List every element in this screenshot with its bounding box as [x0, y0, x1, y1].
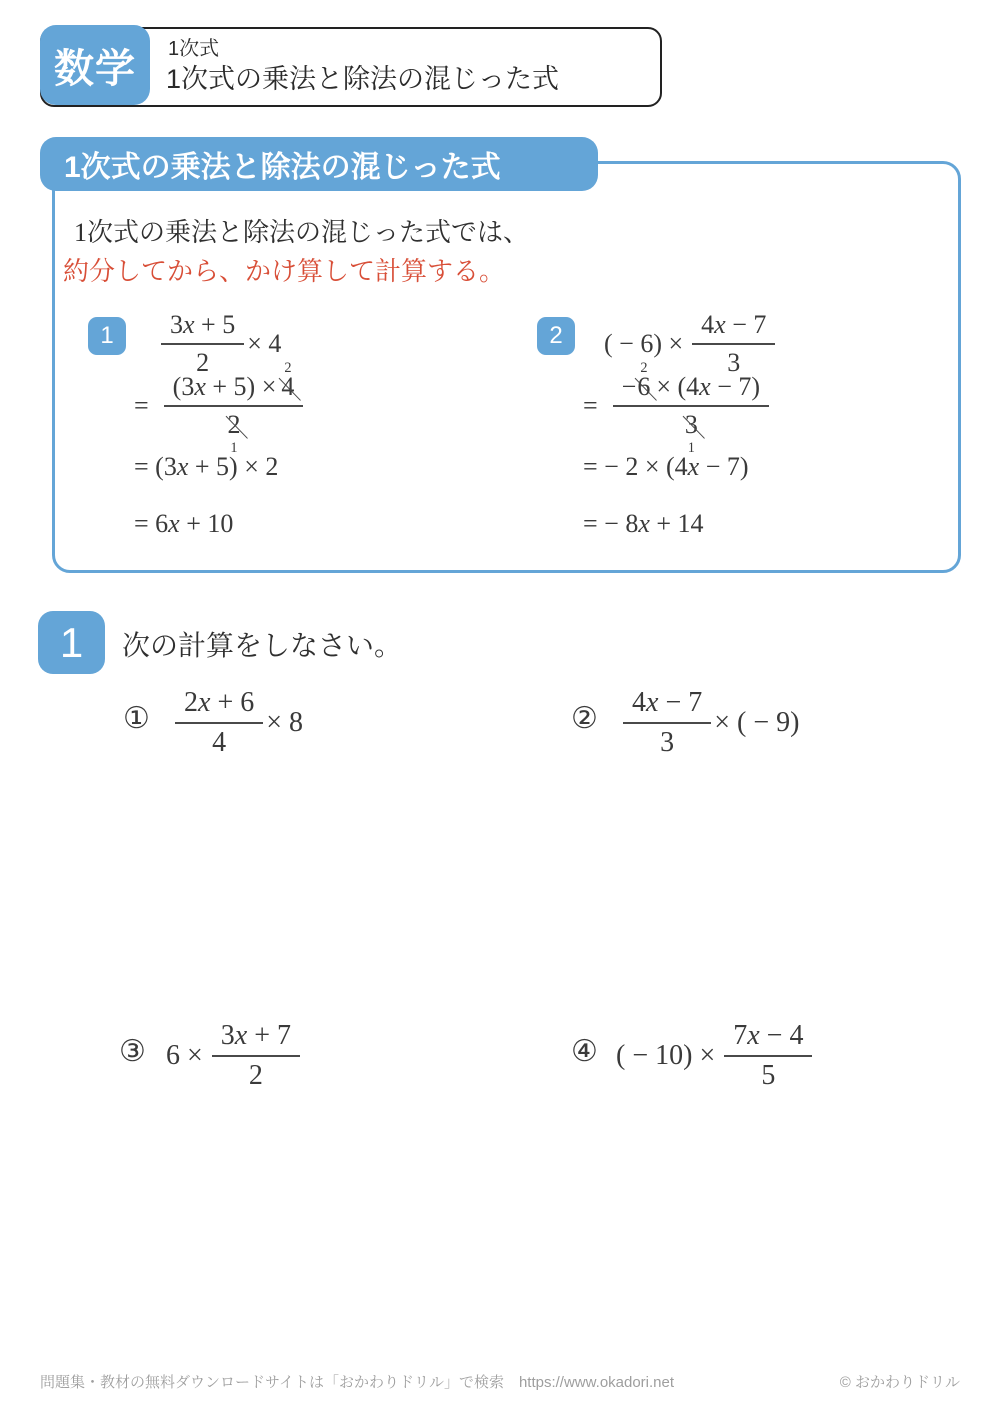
- footer-copyright: © おかわりドリル: [839, 1374, 960, 1391]
- fraction-denominator: 2: [196, 348, 210, 377]
- problem4-label: ④: [571, 1034, 598, 1069]
- problem4-expression: [616, 1020, 815, 1092]
- cancelled-value: 3: [684, 410, 698, 439]
- fraction-with-cancellation: [164, 359, 304, 456]
- fraction: [724, 1020, 812, 1092]
- fraction-denominator: [227, 407, 241, 456]
- example1-step2: [134, 359, 306, 456]
- problem2-expression: [620, 687, 799, 759]
- cancelled-digit: [684, 410, 698, 456]
- cancelled-digit: [637, 359, 651, 402]
- fraction-numerator: 2x + 6: [175, 687, 263, 724]
- multiplier: × ( − 9): [714, 707, 800, 738]
- subject-badge: [40, 25, 150, 105]
- reduced-value: 1: [230, 439, 238, 456]
- example1-badge: [88, 317, 126, 355]
- minus-sign: −: [621, 372, 637, 401]
- equals-sign: =: [134, 391, 149, 420]
- fraction-with-cancellation: [613, 359, 769, 456]
- fraction: [161, 310, 244, 378]
- fraction-denominator: 2: [248, 1060, 263, 1091]
- fraction: [623, 687, 711, 759]
- fraction-denominator: 3: [727, 348, 741, 377]
- info-heading-label: 1次式の乗法と除法の混じった式: [64, 151, 501, 184]
- fraction: [692, 310, 775, 378]
- example1-badge-number: 1: [100, 322, 114, 349]
- numerator-prefix: (3x + 5) ×: [172, 372, 277, 401]
- intro-text: 1次式の乗法と除法の混じった式では、: [74, 218, 530, 247]
- fraction-numerator: [164, 359, 304, 407]
- multiplier: ( − 10) ×: [616, 1040, 716, 1071]
- fraction-numerator: 3x + 7: [212, 1020, 300, 1057]
- subject-label: 数学: [54, 46, 136, 91]
- footer-site-info: 問題集・教材の無料ダウンロードサイトは「おかわりドリル」で検索 https://www.okadori.net: [40, 1374, 675, 1391]
- example2-step1: [604, 310, 778, 378]
- multiplier: × 4: [247, 329, 282, 358]
- intro-emphasis-text: 約分してから、かけ算して計算する。: [63, 257, 506, 286]
- example2-badge-number: 2: [549, 322, 563, 349]
- multiplier: ( − 6) ×: [604, 329, 684, 358]
- numerator-suffix: × (4x − 7): [656, 372, 761, 401]
- task-number: 1: [59, 618, 84, 666]
- example2-step2: [583, 359, 772, 456]
- problem2-label: ②: [571, 701, 598, 736]
- multiplier: 6 ×: [166, 1040, 203, 1071]
- fraction: [212, 1020, 300, 1092]
- fraction-denominator: [684, 407, 698, 456]
- example1-step1: [158, 310, 281, 378]
- fraction-numerator: 4x − 7: [692, 310, 775, 345]
- problem1-label: ①: [123, 701, 150, 736]
- task-number-badge: [38, 611, 105, 674]
- reduced-value: 1: [687, 439, 695, 456]
- unit-label: 1次式: [168, 38, 220, 60]
- example1-result: = 6x + 10: [134, 509, 234, 538]
- problem3-label: ③: [119, 1034, 146, 1069]
- fraction-numerator: 3x + 5: [161, 310, 244, 345]
- example2-step3: = − 2 × (4x − 7): [583, 452, 749, 481]
- example1-step3: = (3x + 5) × 2: [134, 452, 279, 481]
- reduced-value: 2: [284, 359, 292, 376]
- cancelled-digit: [281, 359, 295, 402]
- info-box-heading: [40, 137, 598, 191]
- cancelled-value: 6: [637, 372, 651, 401]
- fraction: [175, 687, 263, 759]
- unit-title: 1次式の乗法と除法の混じった式: [166, 64, 560, 94]
- example2-result: = − 8x + 14: [583, 509, 704, 538]
- cancelled-digit: [227, 410, 241, 456]
- fraction-numerator: [613, 359, 769, 407]
- example2-badge: [537, 317, 575, 355]
- problem1-expression: [172, 687, 303, 759]
- equals-sign: =: [583, 391, 598, 420]
- reduced-value: 2: [640, 359, 648, 376]
- fraction-denominator: 4: [212, 727, 227, 758]
- cancelled-value: 2: [227, 410, 241, 439]
- problem3-expression: [166, 1020, 303, 1092]
- cancelled-value: 4: [281, 372, 295, 401]
- fraction-numerator: 4x − 7: [623, 687, 711, 724]
- multiplier: × 8: [266, 707, 304, 738]
- fraction-denominator: 3: [660, 727, 675, 758]
- fraction-numerator: 7x − 4: [724, 1020, 812, 1057]
- fraction-denominator: 5: [761, 1060, 776, 1091]
- task-instruction: 次の計算をしなさい。: [122, 631, 403, 662]
